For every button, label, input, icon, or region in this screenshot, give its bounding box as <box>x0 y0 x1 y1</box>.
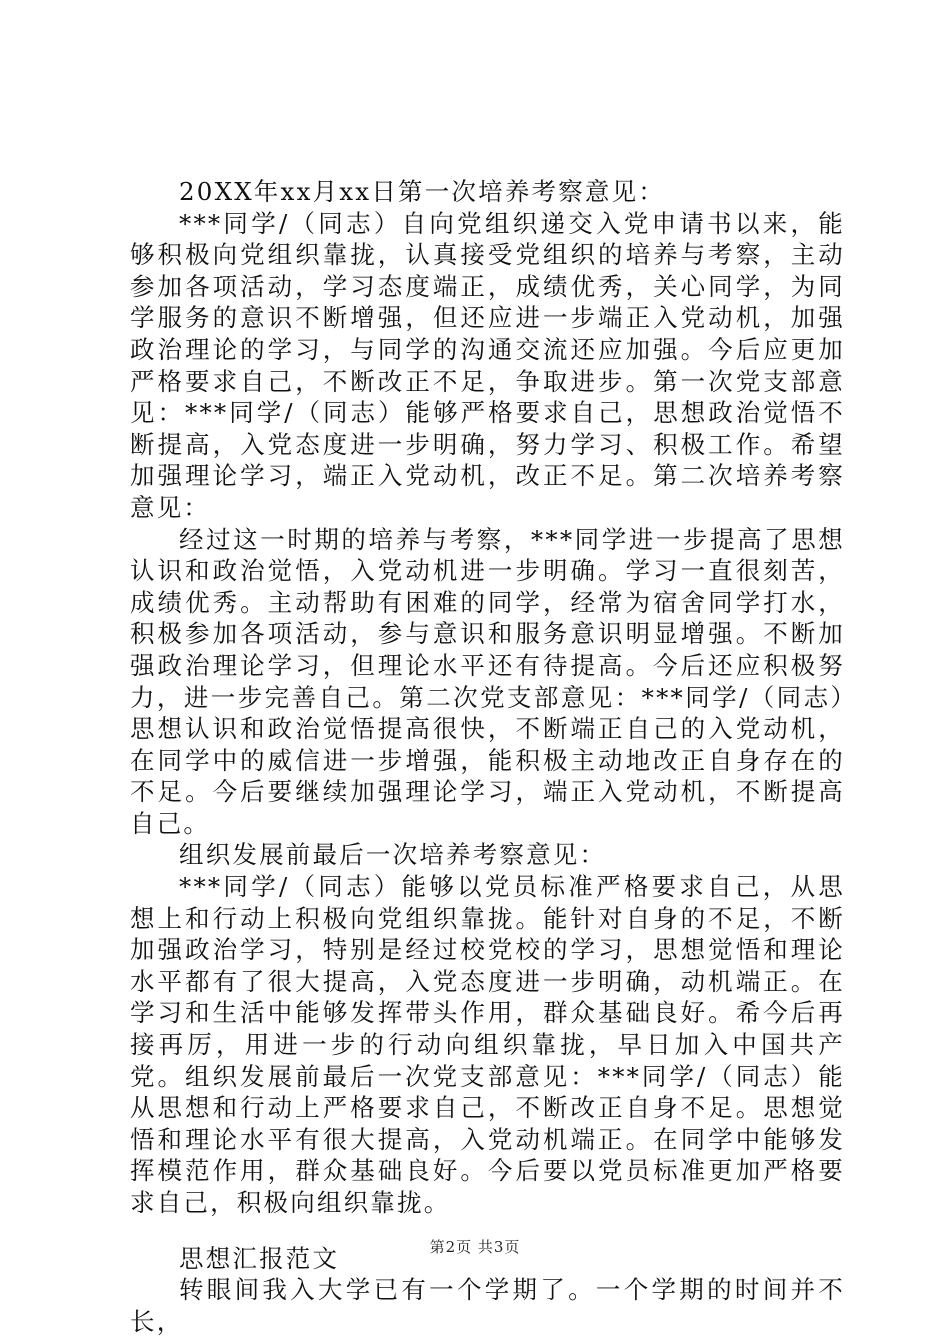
section-paragraph: 转眼间我入大学已有一个学期了。一个学期的时间并不长， <box>130 1275 845 1336</box>
section-title: 思想汇报范文 <box>179 1243 340 1273</box>
document-body <box>130 176 845 1337</box>
paragraph-final-review-heading: 组织发展前最后一次培养考察意见： <box>179 840 607 870</box>
paragraph-final-review: ***同学/（同志）能够以党员标准严格要求自己，从思想上和行动上积极向党组织靠拢。能针对自身的不足，不断加强政治学习，特别是经过校党校的学习，思想觉悟和理论水平都有了很大提高，入党态度进一步明确，动机端正。在学习和生活中能够发挥带头作用，群众基础良好。希今后再接再厉，用进一步的行动向组织靠拢，早日加入中国共产党。组织发展前最后一次党支部意见：***同学/（同志）能从思想和行动上严格要求自己，不断改正自身不足。思想觉悟和理论水平有很大提高，入党动机端正。在同学中能够发挥模范作用，群众基础良好。今后要以党员标准更加严格要求自己，积极向组织靠拢。 <box>130 872 845 1217</box>
page-number-footer: 第2页 共3页 <box>429 1238 521 1256</box>
paragraph-second-review: 经过这一时期的培养与考察，***同学进一步提高了思想认识和政治觉悟，入党动机进一步明确。学习一直很刻苦，成绩优秀。主动帮助有困难的同学，经常为宿舍同学打水，积极参加各项活动，参与意识和服务意识明显增强。不断加强政治理论学习，但理论水平还有待提高。今后还应积极努力，进一步完善自己。第二次党支部意见：***同学/（同志）思想认识和政治觉悟提高很快，不断端正自己的入党动机，在同学中的威信进一步增强，能积极主动地改正自身存在的不足。今后要继续加强理论学习，端正入党动机，不断提高自己。 <box>130 524 845 838</box>
paragraph-first-review-heading: 20XX年xx月xx日第一次培养考察意见： <box>179 177 666 206</box>
paragraph-first-review: ***同学/（同志）自向党组织递交入党申请书以来，能够积极向党组织靠拢，认真接受党组织的培养与考察，主动参加各项活动，学习态度端正，成绩优秀，关心同学，为同学服务的意识不断增强，但还应进一步端正入党动机，加强政治理论的学习，与同学的沟通交流还应加强。今后应更加严格要求自己，不断改正不足，争取进步。第一次党支部意见：***同学/（同志）能够严格要求自己，思想政治觉悟不断提高，入党态度进一步明确，努力学习、积极工作。希望加强理论学习，端正入党动机，改正不足。第二次培养考察意见： <box>130 208 845 522</box>
